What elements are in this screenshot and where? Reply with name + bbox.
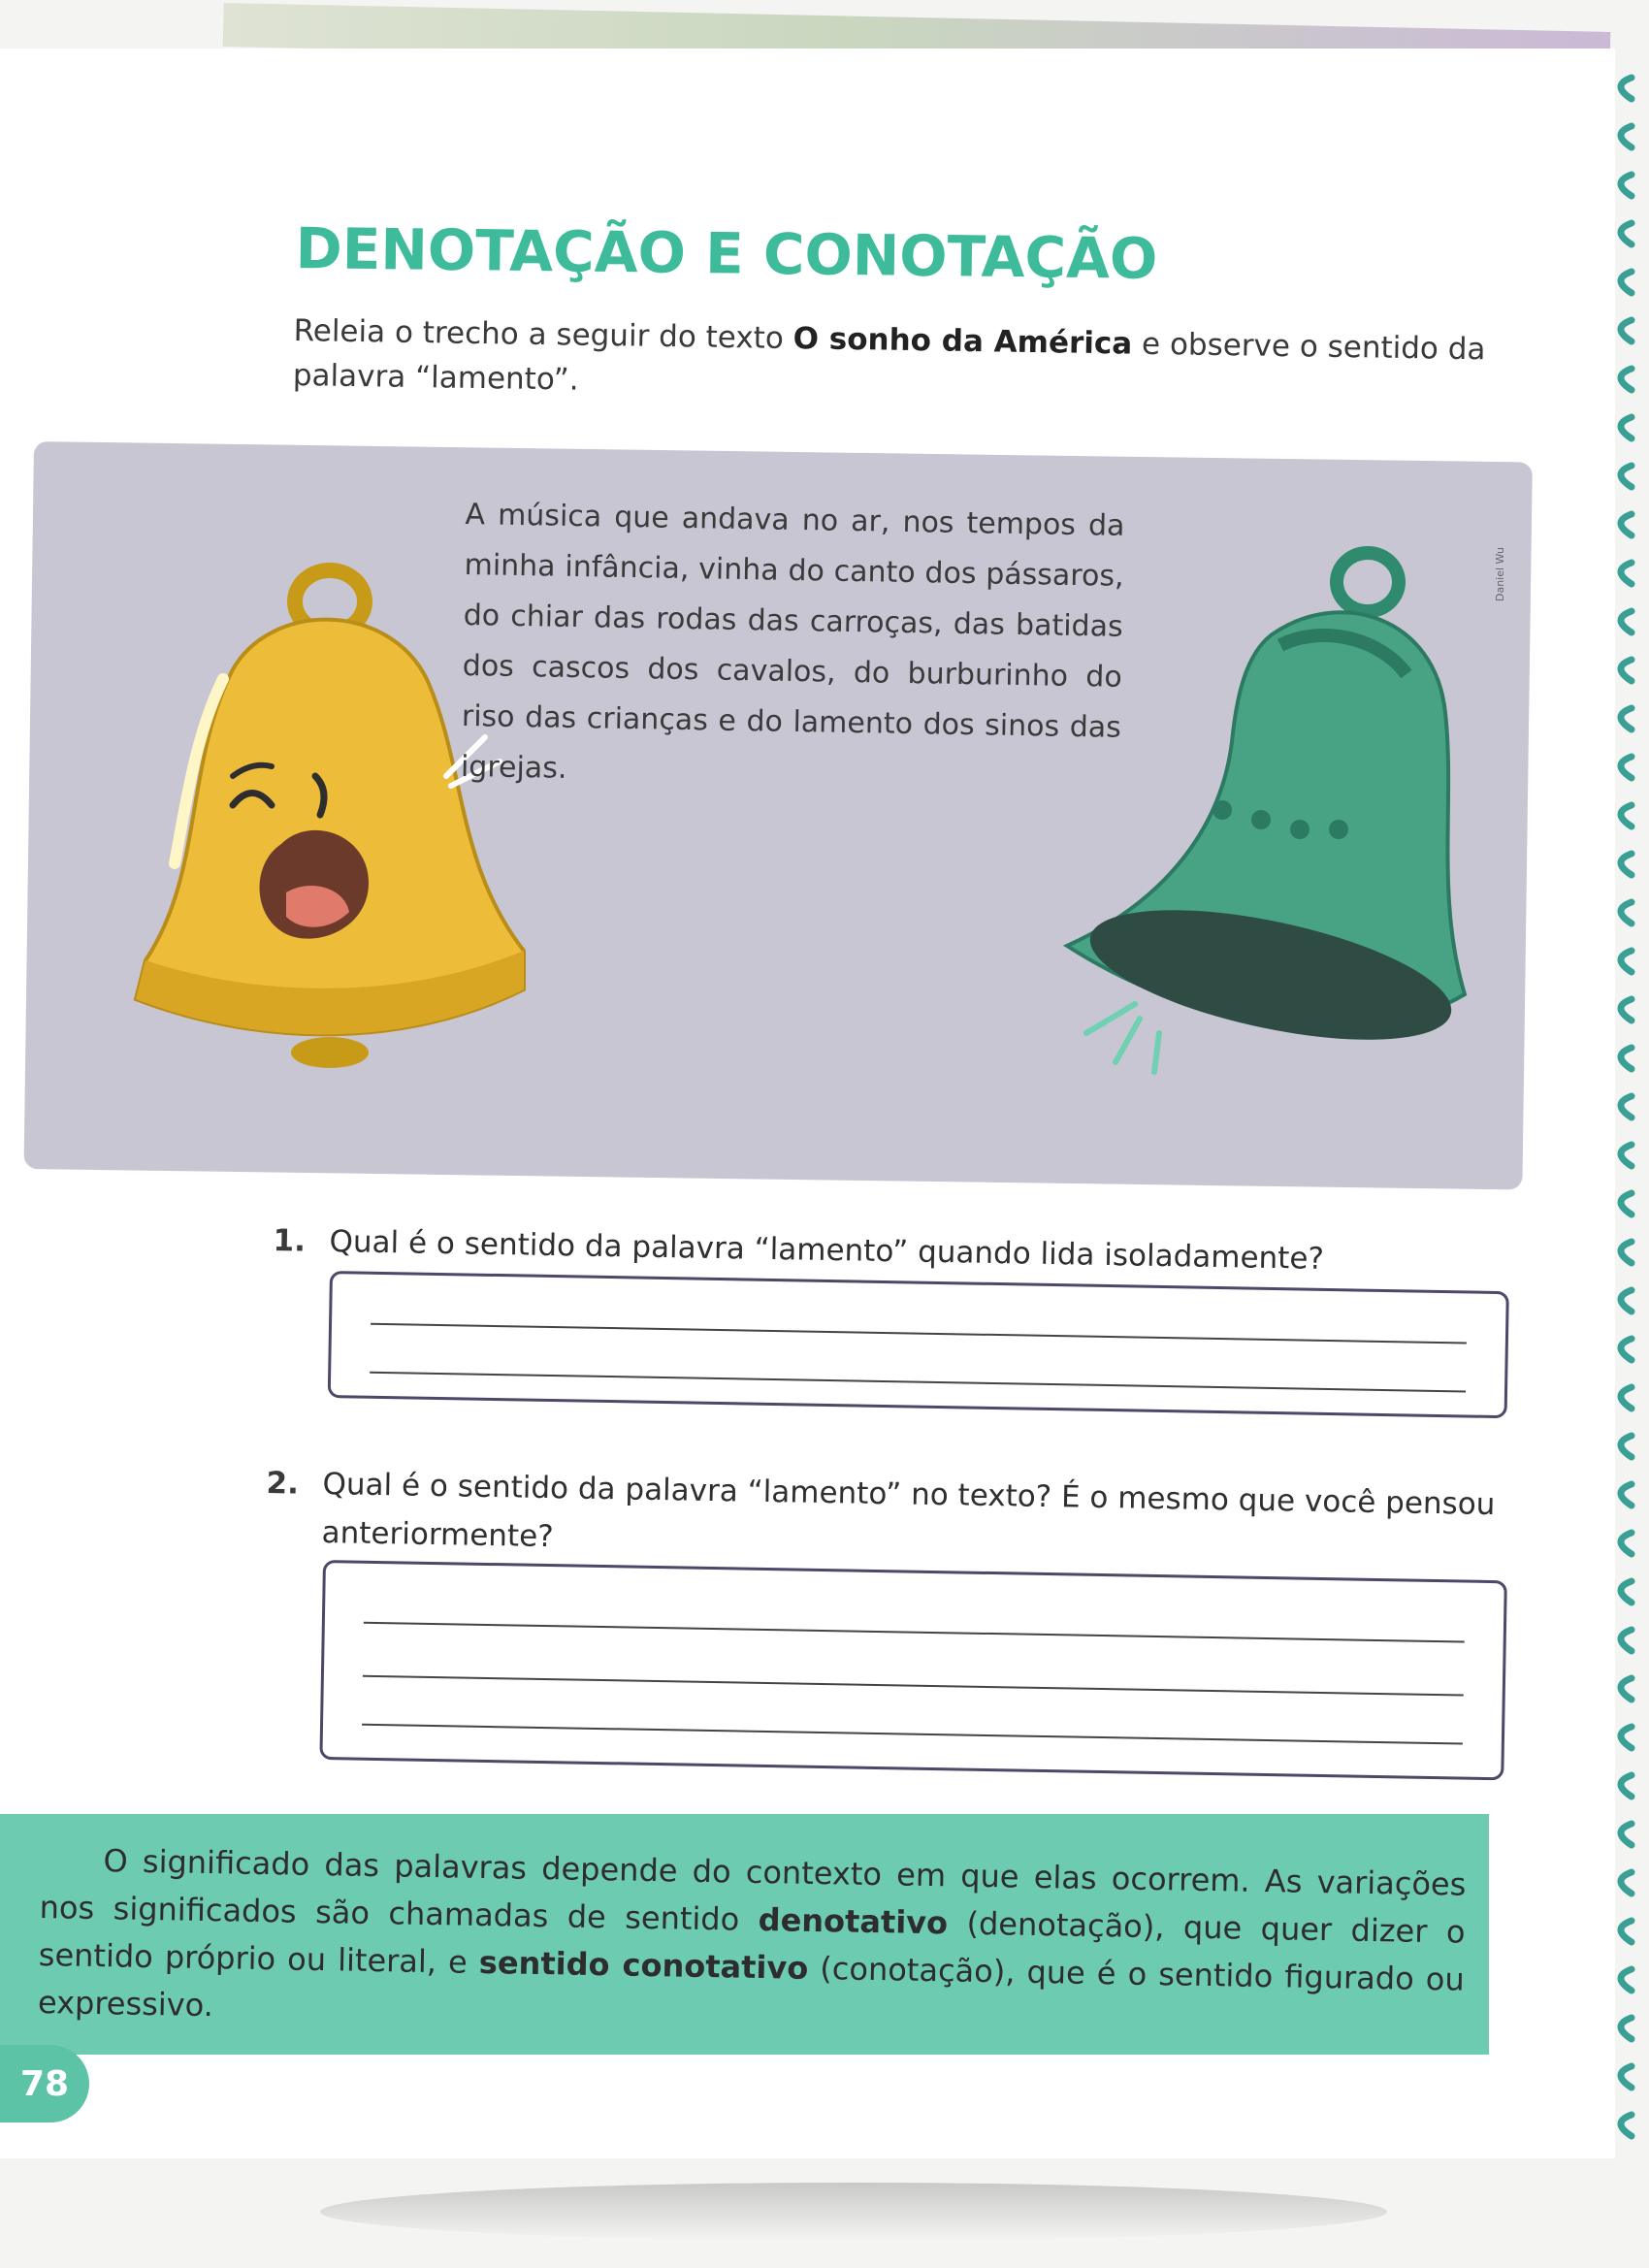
question-1-number: 1. <box>273 1222 307 1259</box>
page-number: 78 <box>0 2045 89 2122</box>
answer-line[interactable] <box>370 1372 1466 1393</box>
note-part-2: (denotação), que quer dizer o sentido próprio ou literal, e <box>38 1904 1466 1981</box>
spiral-binding <box>1602 68 1641 2154</box>
concept-note-text <box>38 1836 1467 2052</box>
answer-line[interactable] <box>362 1724 1463 1745</box>
bottom-page-shadow <box>320 2183 1387 2241</box>
answer-box-1[interactable] <box>328 1271 1509 1418</box>
question-2-number: 2. <box>266 1465 300 1502</box>
page-title: DENOTAÇÃO E CONOTAÇÃO <box>295 215 1158 292</box>
note-part-1: O significado das palavras depende do contexto em que elas ocorrem. As variações nos significados são chamadas de sentido <box>39 1842 1467 1938</box>
note-term-conotativo: sentido conotativo <box>478 1943 809 1987</box>
illustration-credit: Daniel Wu <box>1494 546 1506 601</box>
intro-text-before: Releia o trecho a seguir do texto <box>293 312 793 357</box>
answer-line[interactable] <box>364 1622 1465 1643</box>
answer-line[interactable] <box>371 1323 1467 1345</box>
question-2 <box>266 1460 1506 1577</box>
note-term-denotativo: denotativo <box>758 1900 949 1942</box>
note-part-3: (conotação), que é o sentido figurado ou expressivo. <box>37 1949 1465 2025</box>
question-2-text: Qual é o sentido da palavra “lamento” no texto? É o mesmo que você pensou anteriormente? <box>321 1466 1496 1555</box>
question-1-text: Qual é o sentido da palavra “lamento” quando lida isoladamente? <box>329 1223 1325 1277</box>
quote-text: A música que andava no ar, nos tempos da minha infância, vinha do canto dos pássaros, do chiar das rodas das carroças, das batidas dos cascos dos cavalos, do burburinho do riso das crianças e do lamento dos sinos das igrejas. <box>460 497 1125 786</box>
answer-line[interactable] <box>363 1675 1464 1697</box>
answer-box-2[interactable] <box>319 1560 1506 1780</box>
intro-text-after: e observe o sentido da palavra “lamento”. <box>292 326 1486 398</box>
book-title: O sonho da América <box>792 321 1133 362</box>
